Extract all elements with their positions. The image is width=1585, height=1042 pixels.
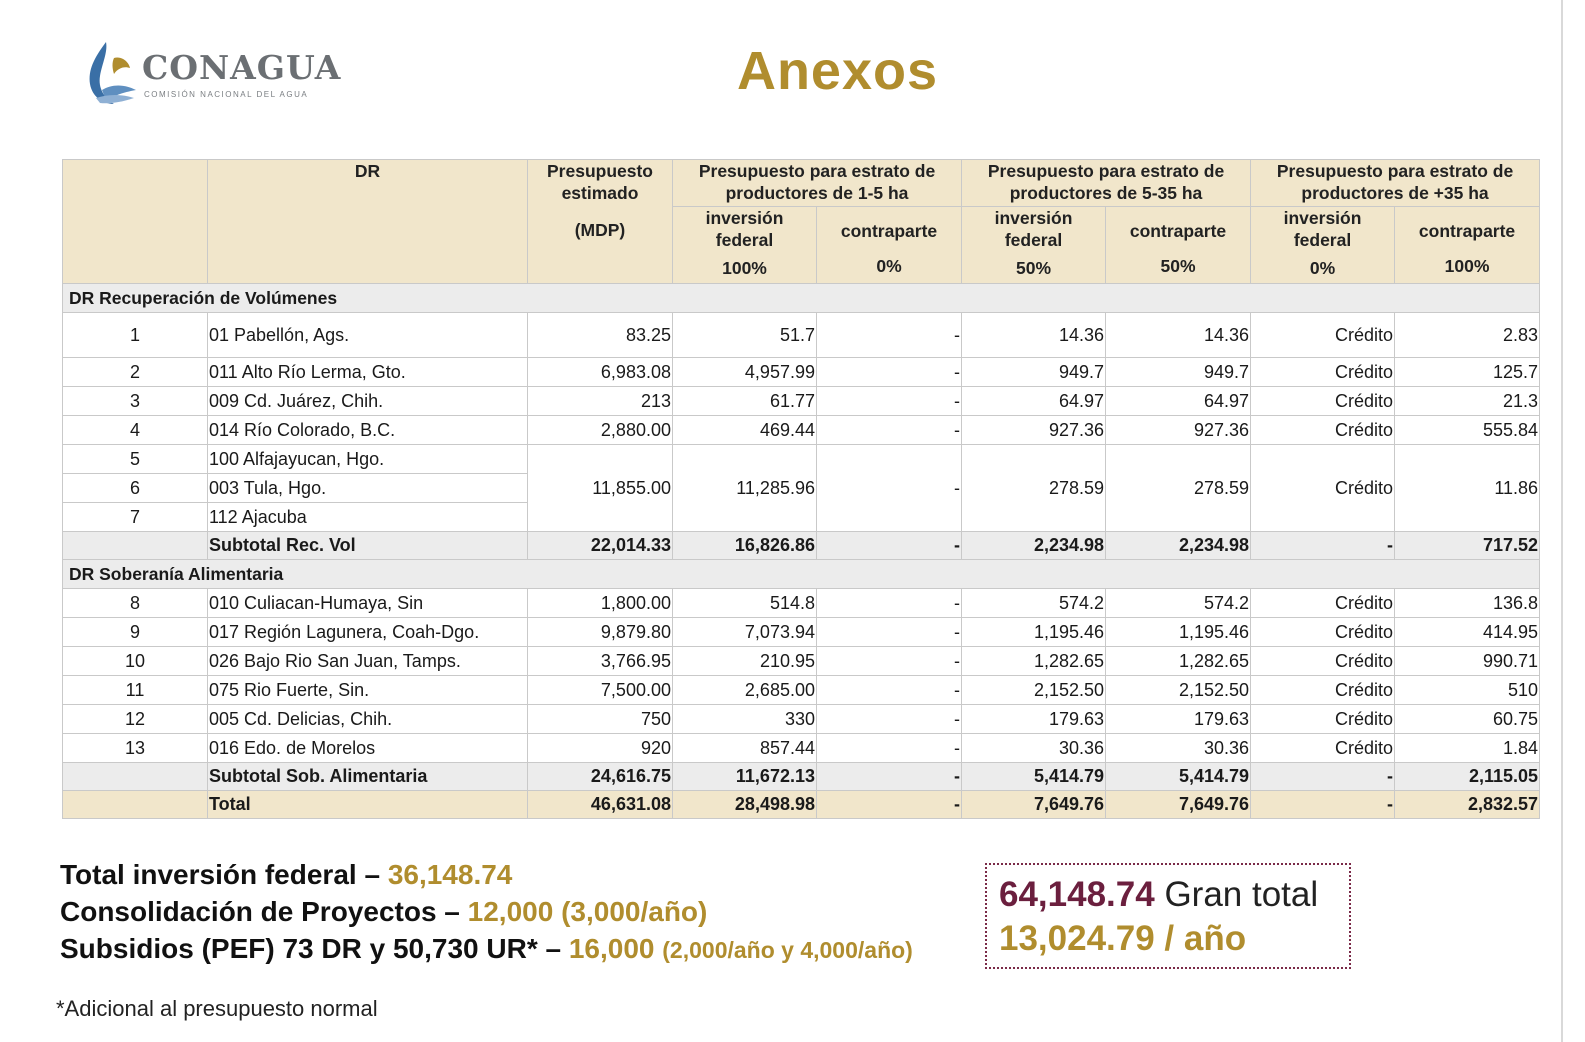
row-number: 10 bbox=[63, 647, 208, 676]
cell-presupuesto: 920 bbox=[528, 734, 673, 763]
summary-line-consolidacion bbox=[60, 893, 913, 930]
cell-inversion-2: 5,414.79 bbox=[962, 763, 1106, 791]
row-number: 13 bbox=[63, 734, 208, 763]
cell-inversion-2: 64.97 bbox=[962, 387, 1106, 416]
summary-detail: (2,000/año y 4,000/año) bbox=[662, 937, 913, 963]
cell-inversion-1: 2,685.00 bbox=[673, 676, 817, 705]
cell-inversion-3: Crédito bbox=[1251, 618, 1395, 647]
row-number: 8 bbox=[63, 589, 208, 618]
cell-inversion-3: Crédito bbox=[1251, 445, 1395, 532]
cell-inversion-1: 28,498.98 bbox=[673, 791, 817, 819]
cell-inversion-3: - bbox=[1251, 532, 1395, 560]
cell-contraparte-3: 136.8 bbox=[1395, 589, 1540, 618]
cell-contraparte-2: 1,195.46 bbox=[1106, 618, 1251, 647]
cell-contraparte-2: 7,649.76 bbox=[1106, 791, 1251, 819]
header-dr: DR bbox=[208, 160, 528, 284]
cell-inversion-2: 14.36 bbox=[962, 313, 1106, 358]
row-number: 6 bbox=[63, 474, 208, 503]
cell-presupuesto: 24,616.75 bbox=[528, 763, 673, 791]
table-row bbox=[63, 416, 1540, 445]
row-dr-name: 005 Cd. Delicias, Chih. bbox=[208, 705, 528, 734]
row-number: 11 bbox=[63, 676, 208, 705]
page-edge-rule bbox=[1561, 0, 1563, 1042]
cell-inversion-2: 7,649.76 bbox=[962, 791, 1106, 819]
cell-contraparte-3: 717.52 bbox=[1395, 532, 1540, 560]
summary-value: 36,148.74 bbox=[387, 859, 513, 890]
cell-contraparte-2: 1,282.65 bbox=[1106, 647, 1251, 676]
cell-contraparte-3: 510 bbox=[1395, 676, 1540, 705]
cell-contraparte-3: 990.71 bbox=[1395, 647, 1540, 676]
row-dr-name: 017 Región Lagunera, Coah-Dgo. bbox=[208, 618, 528, 647]
summary-line-subsidios bbox=[60, 930, 913, 969]
row-number: 7 bbox=[63, 503, 208, 532]
subtotal-blank bbox=[63, 763, 208, 791]
table-row bbox=[63, 734, 1540, 763]
cell-contraparte-1: - bbox=[817, 647, 962, 676]
summary-value: 16,000 bbox=[568, 933, 655, 964]
cell-contraparte-1: - bbox=[817, 763, 962, 791]
header-group-35ha: Presupuesto para estrato de productores de +35 ha bbox=[1251, 160, 1540, 207]
summary-block bbox=[60, 856, 913, 969]
row-dr-name: 011 Alto Río Lerma, Gto. bbox=[208, 358, 528, 387]
logo-wordmark: CONAGUA bbox=[142, 48, 342, 87]
cell-presupuesto: 750 bbox=[528, 705, 673, 734]
cell-contraparte-1: - bbox=[817, 705, 962, 734]
summary-label: Subsidios (PEF) 73 DR y 50,730 UR* – bbox=[60, 933, 562, 964]
cell-presupuesto: 7,500.00 bbox=[528, 676, 673, 705]
cell-inversion-2: 278.59 bbox=[962, 445, 1106, 532]
cell-contraparte-3: 2,832.57 bbox=[1395, 791, 1540, 819]
cell-inversion-3: Crédito bbox=[1251, 705, 1395, 734]
cell-presupuesto: 9,879.80 bbox=[528, 618, 673, 647]
cell-inversion-2: 949.7 bbox=[962, 358, 1106, 387]
budget-table bbox=[62, 159, 1540, 819]
cell-inversion-2: 1,282.65 bbox=[962, 647, 1106, 676]
summary-label: Total inversión federal – bbox=[60, 859, 381, 890]
cell-inversion-3: - bbox=[1251, 791, 1395, 819]
cell-contraparte-3: 555.84 bbox=[1395, 416, 1540, 445]
cell-inversion-1: 330 bbox=[673, 705, 817, 734]
grand-total-per-year: 13,024.79 / año bbox=[999, 919, 1247, 958]
cell-contraparte-1: - bbox=[817, 589, 962, 618]
grand-total-amount: 64,148.74 bbox=[999, 875, 1155, 914]
cell-contraparte-3: 21.3 bbox=[1395, 387, 1540, 416]
cell-contraparte-1: - bbox=[817, 676, 962, 705]
cell-contraparte-3: 125.7 bbox=[1395, 358, 1540, 387]
cell-contraparte-1: - bbox=[817, 358, 962, 387]
subtotal-label: Subtotal Rec. Vol bbox=[208, 532, 528, 560]
table-row bbox=[63, 445, 1540, 474]
cell-inversion-2: 179.63 bbox=[962, 705, 1106, 734]
cell-presupuesto: 2,880.00 bbox=[528, 416, 673, 445]
cell-presupuesto: 11,855.00 bbox=[528, 445, 673, 532]
subtotal-row bbox=[63, 532, 1540, 560]
total-row bbox=[63, 791, 1540, 819]
section-header-row bbox=[63, 560, 1540, 589]
total-blank bbox=[63, 791, 208, 819]
row-dr-name: 112 Ajacuba bbox=[208, 503, 528, 532]
cell-contraparte-2: 14.36 bbox=[1106, 313, 1251, 358]
cell-inversion-2: 30.36 bbox=[962, 734, 1106, 763]
header-contraparte-3: contraparte 100% bbox=[1395, 207, 1540, 284]
header-inversion-federal-3: inversión federal 0% bbox=[1251, 207, 1395, 284]
cell-inversion-1: 16,826.86 bbox=[673, 532, 817, 560]
table-row bbox=[63, 358, 1540, 387]
cell-contraparte-1: - bbox=[817, 313, 962, 358]
cell-contraparte-3: 414.95 bbox=[1395, 618, 1540, 647]
cell-inversion-1: 4,957.99 bbox=[673, 358, 817, 387]
subtotal-blank bbox=[63, 532, 208, 560]
cell-contraparte-3: 2,115.05 bbox=[1395, 763, 1540, 791]
table-row bbox=[63, 589, 1540, 618]
cell-contraparte-2: 5,414.79 bbox=[1106, 763, 1251, 791]
cell-inversion-2: 574.2 bbox=[962, 589, 1106, 618]
cell-presupuesto: 1,800.00 bbox=[528, 589, 673, 618]
cell-presupuesto: 3,766.95 bbox=[528, 647, 673, 676]
cell-contraparte-2: 30.36 bbox=[1106, 734, 1251, 763]
cell-inversion-3: Crédito bbox=[1251, 387, 1395, 416]
cell-contraparte-3: 11.86 bbox=[1395, 445, 1540, 532]
row-dr-name: 014 Río Colorado, B.C. bbox=[208, 416, 528, 445]
header-presupuesto-estimado: Presupuesto estimado (MDP) bbox=[528, 160, 673, 284]
grand-total-label: Gran total bbox=[1164, 875, 1319, 914]
cell-contraparte-3: 60.75 bbox=[1395, 705, 1540, 734]
cell-contraparte-2: 64.97 bbox=[1106, 387, 1251, 416]
table-row bbox=[63, 647, 1540, 676]
cell-inversion-3: Crédito bbox=[1251, 358, 1395, 387]
cell-inversion-3: Crédito bbox=[1251, 676, 1395, 705]
row-dr-name: 003 Tula, Hgo. bbox=[208, 474, 528, 503]
header-inversion-federal-2: inversión federal 50% bbox=[962, 207, 1106, 284]
row-dr-name: 100 Alfajayucan, Hgo. bbox=[208, 445, 528, 474]
grand-total-box bbox=[985, 863, 1351, 969]
cell-contraparte-2: 278.59 bbox=[1106, 445, 1251, 532]
row-dr-name: 009 Cd. Juárez, Chih. bbox=[208, 387, 528, 416]
cell-inversion-1: 469.44 bbox=[673, 416, 817, 445]
grand-total-line bbox=[999, 875, 1318, 915]
cell-inversion-2: 927.36 bbox=[962, 416, 1106, 445]
cell-contraparte-1: - bbox=[817, 416, 962, 445]
cell-contraparte-1: - bbox=[817, 618, 962, 647]
header-contraparte-2: contraparte 50% bbox=[1106, 207, 1251, 284]
section-header-row bbox=[63, 284, 1540, 313]
row-dr-name: 016 Edo. de Morelos bbox=[208, 734, 528, 763]
logo-subtitle: COMISIÓN NACIONAL DEL AGUA bbox=[144, 90, 309, 99]
cell-inversion-3: Crédito bbox=[1251, 647, 1395, 676]
cell-inversion-1: 11,285.96 bbox=[673, 445, 817, 532]
table-row bbox=[63, 313, 1540, 358]
row-dr-name: 026 Bajo Rio San Juan, Tamps. bbox=[208, 647, 528, 676]
cell-inversion-2: 1,195.46 bbox=[962, 618, 1106, 647]
page-title: Anexos bbox=[736, 41, 939, 101]
cell-inversion-2: 2,234.98 bbox=[962, 532, 1106, 560]
cell-contraparte-1: - bbox=[817, 532, 962, 560]
row-number: 9 bbox=[63, 618, 208, 647]
cell-contraparte-2: 179.63 bbox=[1106, 705, 1251, 734]
table-row bbox=[63, 618, 1540, 647]
cell-inversion-1: 210.95 bbox=[673, 647, 817, 676]
cell-inversion-3: - bbox=[1251, 763, 1395, 791]
subtotal-row bbox=[63, 763, 1540, 791]
cell-inversion-3: Crédito bbox=[1251, 589, 1395, 618]
cell-inversion-1: 7,073.94 bbox=[673, 618, 817, 647]
row-dr-name: 075 Rio Fuerte, Sin. bbox=[208, 676, 528, 705]
cell-contraparte-3: 2.83 bbox=[1395, 313, 1540, 358]
cell-inversion-3: Crédito bbox=[1251, 416, 1395, 445]
header-inversion-federal-1: inversión federal 100% bbox=[673, 207, 817, 284]
cell-inversion-1: 11,672.13 bbox=[673, 763, 817, 791]
header-contraparte-1: contraparte 0% bbox=[817, 207, 962, 284]
cell-inversion-3: Crédito bbox=[1251, 734, 1395, 763]
summary-value: 12,000 (3,000/año) bbox=[467, 896, 708, 927]
row-dr-name: 010 Culiacan-Humaya, Sin bbox=[208, 589, 528, 618]
cell-presupuesto: 46,631.08 bbox=[528, 791, 673, 819]
table-row bbox=[63, 705, 1540, 734]
footnote: *Adicional al presupuesto normal bbox=[56, 996, 378, 1021]
cell-contraparte-2: 2,234.98 bbox=[1106, 532, 1251, 560]
cell-contraparte-1: - bbox=[817, 734, 962, 763]
section-title: DR Recuperación de Volúmenes bbox=[63, 284, 1540, 313]
cell-contraparte-1: - bbox=[817, 445, 962, 532]
table-row bbox=[63, 676, 1540, 705]
cell-contraparte-2: 574.2 bbox=[1106, 589, 1251, 618]
row-number: 3 bbox=[63, 387, 208, 416]
row-number: 5 bbox=[63, 445, 208, 474]
section-title: DR Soberanía Alimentaria bbox=[63, 560, 1540, 589]
row-number: 4 bbox=[63, 416, 208, 445]
row-number: 2 bbox=[63, 358, 208, 387]
cell-inversion-1: 857.44 bbox=[673, 734, 817, 763]
cell-presupuesto: 213 bbox=[528, 387, 673, 416]
header-group-5-35ha: Presupuesto para estrato de productores de 5-35 ha bbox=[962, 160, 1251, 207]
table-row bbox=[63, 387, 1540, 416]
total-label: Total bbox=[208, 791, 528, 819]
cell-inversion-1: 51.7 bbox=[673, 313, 817, 358]
cell-presupuesto: 22,014.33 bbox=[528, 532, 673, 560]
cell-inversion-1: 514.8 bbox=[673, 589, 817, 618]
cell-inversion-2: 2,152.50 bbox=[962, 676, 1106, 705]
header-row-groups bbox=[63, 160, 1540, 207]
cell-contraparte-3: 1.84 bbox=[1395, 734, 1540, 763]
cell-contraparte-1: - bbox=[817, 387, 962, 416]
cell-contraparte-2: 927.36 bbox=[1106, 416, 1251, 445]
row-number: 12 bbox=[63, 705, 208, 734]
cell-presupuesto: 6,983.08 bbox=[528, 358, 673, 387]
summary-line-inversion bbox=[60, 856, 913, 893]
row-dr-name: 01 Pabellón, Ags. bbox=[208, 313, 528, 358]
summary-label: Consolidación de Proyectos – bbox=[60, 896, 460, 927]
subtotal-label: Subtotal Sob. Alimentaria bbox=[208, 763, 528, 791]
cell-presupuesto: 83.25 bbox=[528, 313, 673, 358]
header-group-1-5ha: Presupuesto para estrato de productores de 1-5 ha bbox=[673, 160, 962, 207]
header-blank bbox=[63, 160, 208, 284]
cell-contraparte-2: 2,152.50 bbox=[1106, 676, 1251, 705]
cell-inversion-3: Crédito bbox=[1251, 313, 1395, 358]
cell-inversion-1: 61.77 bbox=[673, 387, 817, 416]
cell-contraparte-2: 949.7 bbox=[1106, 358, 1251, 387]
cell-contraparte-1: - bbox=[817, 791, 962, 819]
row-number: 1 bbox=[63, 313, 208, 358]
